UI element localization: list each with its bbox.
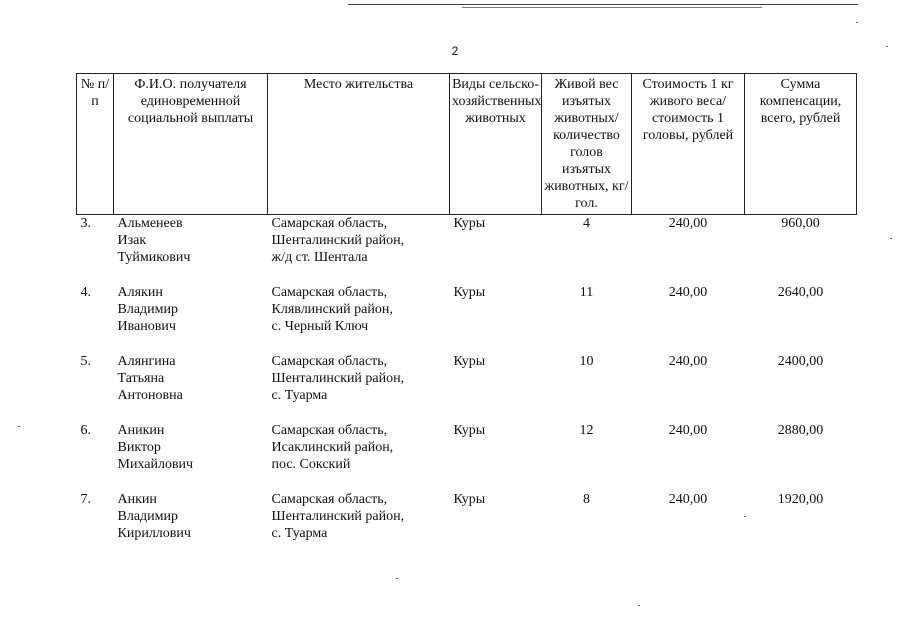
header-animal-kind: Виды сельско-хозяйственных животных bbox=[450, 74, 542, 215]
live-weight: 8 bbox=[583, 492, 590, 507]
residence: Самарская область, Шенталинский район, с. Туарма bbox=[271, 492, 405, 541]
animal-kind: Куры bbox=[453, 216, 486, 231]
header-unit-price: Стоимость 1 кг живого веса/стоимость 1 головы, рублей bbox=[632, 74, 745, 215]
compensation-sum: 2880,00 bbox=[777, 423, 824, 438]
compensation-sum: 960,00 bbox=[781, 216, 820, 231]
unit-price: 240,00 bbox=[668, 285, 708, 300]
top-scan-rule-secondary bbox=[462, 7, 762, 8]
recipient-name: Аникин Виктор Михайлович bbox=[117, 423, 194, 472]
compensation-sum: 1920,00 bbox=[777, 492, 824, 507]
compensation-table bbox=[76, 73, 857, 560]
table-row bbox=[77, 284, 857, 353]
unit-price: 240,00 bbox=[668, 423, 708, 438]
live-weight: 10 bbox=[579, 354, 594, 369]
scan-speck bbox=[638, 605, 640, 606]
top-scan-rule bbox=[348, 4, 858, 5]
compensation-sum: 2640,00 bbox=[777, 285, 824, 300]
header-compensation-sum: Сумма компенсации, всего, рублей bbox=[745, 74, 857, 215]
header-live-weight: Живой вес изъятых животных/ количество голов изъятых животных, кг/гол. bbox=[542, 74, 632, 215]
recipient-name: Анкин Владимир Кириллович bbox=[117, 492, 191, 541]
animal-kind: Куры bbox=[453, 423, 486, 438]
recipient-name: Алянгина Татьяна Антоновна bbox=[117, 354, 183, 403]
header-recipient-name: Ф.И.О. получателя единовременной социальной выплаты bbox=[114, 74, 268, 215]
residence: Самарская область, Клявлинский район, с. Черный Ключ bbox=[271, 285, 393, 334]
table-row bbox=[77, 353, 857, 422]
table-row bbox=[77, 491, 857, 560]
table-row bbox=[77, 215, 857, 285]
row-number: 6. bbox=[80, 423, 91, 438]
recipient-name: Альменеев Изак Туймикович bbox=[117, 216, 191, 265]
recipient-name: Алякин Владимир Иванович bbox=[117, 285, 179, 334]
unit-price: 240,00 bbox=[668, 216, 708, 231]
page-number: 2 bbox=[451, 44, 459, 58]
animal-kind: Куры bbox=[453, 492, 486, 507]
live-weight: 4 bbox=[583, 216, 590, 231]
residence: Самарская область, Шенталинский район, ж/д ст. Шентала bbox=[271, 216, 405, 265]
scan-speck bbox=[856, 22, 858, 23]
header-residence: Место жительства bbox=[268, 74, 450, 215]
header-number: № п/п bbox=[77, 74, 114, 215]
residence: Самарская область, Исаклинский район, пос. Сокский bbox=[271, 423, 394, 472]
unit-price: 240,00 bbox=[668, 492, 708, 507]
compensation-sum: 2400,00 bbox=[777, 354, 824, 369]
row-number: 3. bbox=[80, 216, 91, 231]
scan-speck bbox=[886, 46, 888, 47]
scan-speck bbox=[890, 238, 892, 239]
row-number: 5. bbox=[80, 354, 91, 369]
live-weight: 11 bbox=[579, 285, 594, 300]
unit-price: 240,00 bbox=[668, 354, 708, 369]
animal-kind: Куры bbox=[453, 354, 486, 369]
row-number: 7. bbox=[80, 492, 91, 507]
animal-kind: Куры bbox=[453, 285, 486, 300]
row-number: 4. bbox=[80, 285, 91, 300]
table-row bbox=[77, 422, 857, 491]
residence: Самарская область, Шенталинский район, с. Туарма bbox=[271, 354, 405, 403]
scan-speck bbox=[396, 578, 398, 579]
scan-speck bbox=[18, 426, 20, 427]
scan-speck bbox=[744, 516, 746, 517]
live-weight: 12 bbox=[579, 423, 594, 438]
table-header-row bbox=[77, 74, 857, 215]
